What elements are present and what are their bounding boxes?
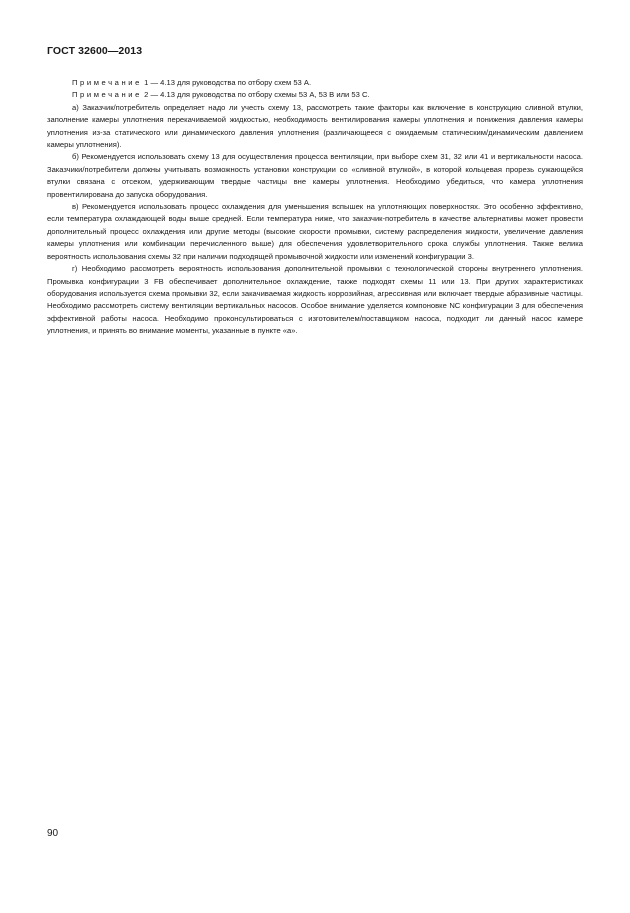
note-2 — [47, 89, 583, 101]
note-number: 1 — [144, 78, 149, 87]
note-text: — 4.13 для руководства по отбору схемы 53 А, 53 В или 53 С. — [150, 90, 370, 100]
note-label: Примечание — [72, 90, 142, 100]
note-number: 2 — [144, 90, 149, 100]
note-1 — [47, 77, 583, 89]
note-text: — 4.13 для руководства по отбору схем 53 А. — [150, 78, 312, 87]
paragraph-a: а) Заказчик/потребитель определяет надо ли учесть схему 13, рассмотреть такие факторы как включение в конструкцию сливной втулки, заполнение камеры уплотнения перекачиваемой жидкостью, необходимость вентилирования камеры уплотнения и понижения давления камеры уплотнения из-за статического или динамического давления уплотнения (различающееся с ожидаемым статическим/динамическим давлением камеры уплотнения). — [47, 102, 583, 150]
paragraph-b: б) Рекомендуется использовать схему 13 для осуществления процесса вентиляции, при выборе схем 31, 32 или 41 и вертикальности насоса. Заказчики/потребители должны учитывать возможность установки конструкции со «сливной втулкой», в которой кольцевая прорезь сужающейся втулки связана с отсеком, удерживающим твердые частицы вне камеры уплотнения. Необходимо убедиться, что камера уплотнения провентилирована до запуска оборудования. — [47, 152, 583, 199]
paragraph-g: г) Необходимо рассмотреть вероятность использования дополнительной промывки с технологической стороны внутреннего уплотнения. Промывка конфигурации 3 FB обеспечивает дополнительное охлаждение, также подходят схемы 11 или 13. При других характеристиках оборудования используется схема промывки 32, если закачиваемая жидкость коррозийная, агрессивная или включает твердые абразивные частицы. Необходимо рассмотреть систему вентиляции вертикальных насосов. Особое внимание уделяется компоновке NC конфигурации 3 для обеспечения эффективной работы насоса. Необходимо проконсультироваться с изготовителем/поставщиком насоса, подходит ли данный насос камере уплотнения, и принять во внимание моменты, указанные в пункте «а». — [47, 264, 583, 336]
document-body — [47, 77, 583, 338]
paragraph-v: в) Рекомендуется использовать процесс охлаждения для уменьшения вспышек на уплотняющих поверхностях. Это особенно эффективно, если температура охлаждающей воды выше средней. Если температура ниже, что заказчик-потребитель в качестве альтернативы может провести дополнительный процесс охлаждения или другие методы (высокие скорости промывки, систему распределения жидкости, увеличение давления камеры уплотнения или комбинации перечисленного выше) для обеспечения удовлетворительного срока службы уплотнения. Также велика вероятность использования схемы 32 при наличии подходящей промывочной жидкости или изменений конфигурации 3. — [47, 202, 583, 261]
note-label: Примечание — [72, 78, 142, 87]
page-number: 90 — [47, 828, 59, 839]
document-header: ГОСТ 32600—2013 — [47, 45, 143, 57]
